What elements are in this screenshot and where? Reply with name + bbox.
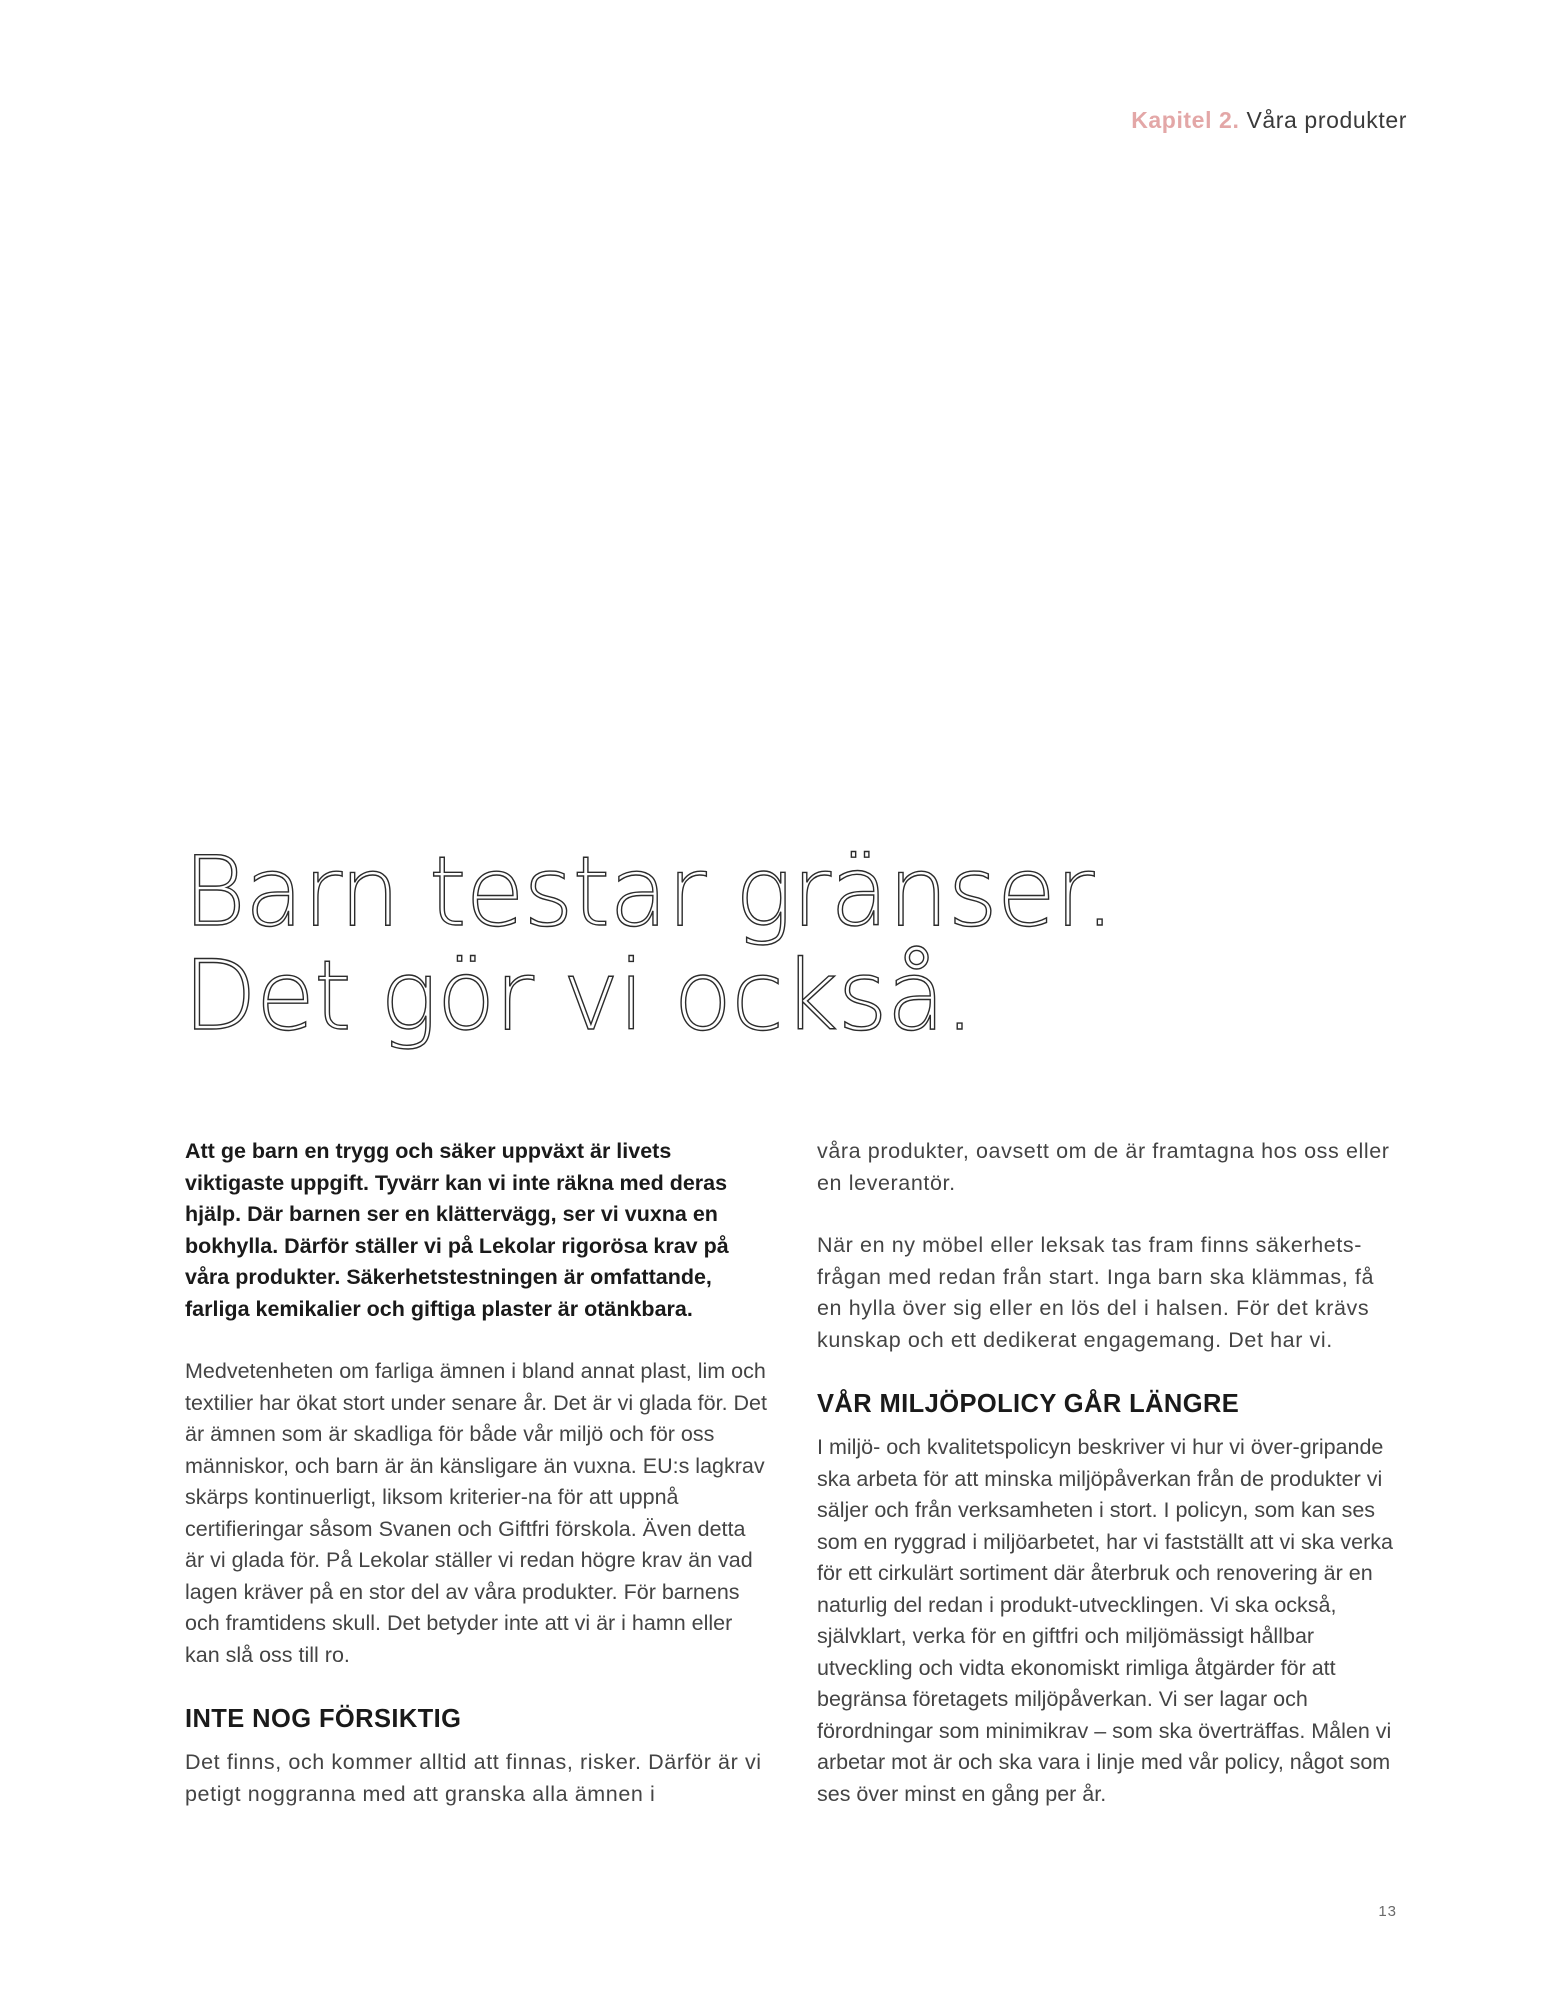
section-heading-inte-nog-forsiktig: INTE NOG FÖRSIKTIG (185, 1705, 462, 1733)
policy-paragraph: I miljö- och kvalitetspolicyn beskriver vi hur vi över-gripande ska arbeta för att minska miljöpåverkan från de produkter vi säljer och från verksamheten i stort. I policyn, som kan ses som en ryggrad i miljöarbetet, har vi fastställt att vi ska verka för ett cirkulärt sortiment där återbruk och renovering är en naturlig del redan i produkt-utvecklingen. Vi ska också, självklart, verka för en giftfri och miljömässigt hållbar utveckling och vidta ekonomiskt rimliga åtgärder för att begränsa företagets miljöpåverkan. Vi ser lagar och förordningar som minimikrav – som ska överträffas. Målen vi arbetar mot är och ska vara i linje med vår policy, något som ses över minst en gång per år. (817, 1435, 1393, 1806)
headline-line-1: Barn testar gränser. (183, 836, 1114, 948)
body-paragraph: När en ny möbel eller leksak tas fram finns säkerhets-frågan med redan från start. Inga barn ska klämmas, få en hylla över sig eller en lös del i halsen. För det krävs kunskap och ett dedikerat engagemang. Det har vi. (817, 1233, 1375, 1352)
section-paragraph: Det finns, och kommer alltid att finnas, risker. Därför är vi petigt noggranna med att granska alla ämnen i (185, 1750, 762, 1806)
chapter-label: Kapitel 2. (1131, 107, 1240, 133)
right-column (817, 1136, 1402, 1841)
page-headline (183, 836, 1383, 1052)
section-heading-miljopolicy: VÅR MILJÖPOLICY GÅR LÄNGRE (817, 1390, 1240, 1418)
continued-paragraph: våra produkter, oavsett om de är framtagna hos oss eller en leverantör. (817, 1139, 1390, 1195)
chapter-title: Våra produkter (1246, 107, 1407, 133)
body-paragraph: Medvetenheten om farliga ämnen i bland annat plast, lim och textilier har ökat stort under senare år. Det är vi glada för. Det är ämnen som är skadliga för både vår miljö och för oss människor, och barn är än känsligare än vuxna. EU:s lagkrav skärps kontinuerligt, liksom kriterier-na för att uppnå certifieringar såsom Svanen och Giftfri förskola. Även detta är vi glada för. På Lekolar ställer vi redan högre krav än vad lagen kräver på en stor del av våra produkter. För barnens och framtidens skull. Det betyder inte att vi är i hamn eller kan slå oss till ro. (185, 1359, 767, 1667)
page-number: 13 (1378, 1903, 1397, 1920)
intro-paragraph: Att ge barn en trygg och säker uppväxt är livets viktigaste uppgift. Tyvärr kan vi inte räkna med deras hjälp. Där barnen ser en klättervägg, ser vi vuxna en bokhylla. Därför ställer vi på Lekolar rigorösa krav på våra produkter. Säkerhetstestningen är omfattande, farliga kemikalier och giftiga plaster är otänkbara. (185, 1139, 729, 1321)
headline-line-2: Det gör vi också. (183, 940, 974, 1052)
left-column (185, 1136, 770, 1841)
running-header (1131, 107, 1407, 134)
